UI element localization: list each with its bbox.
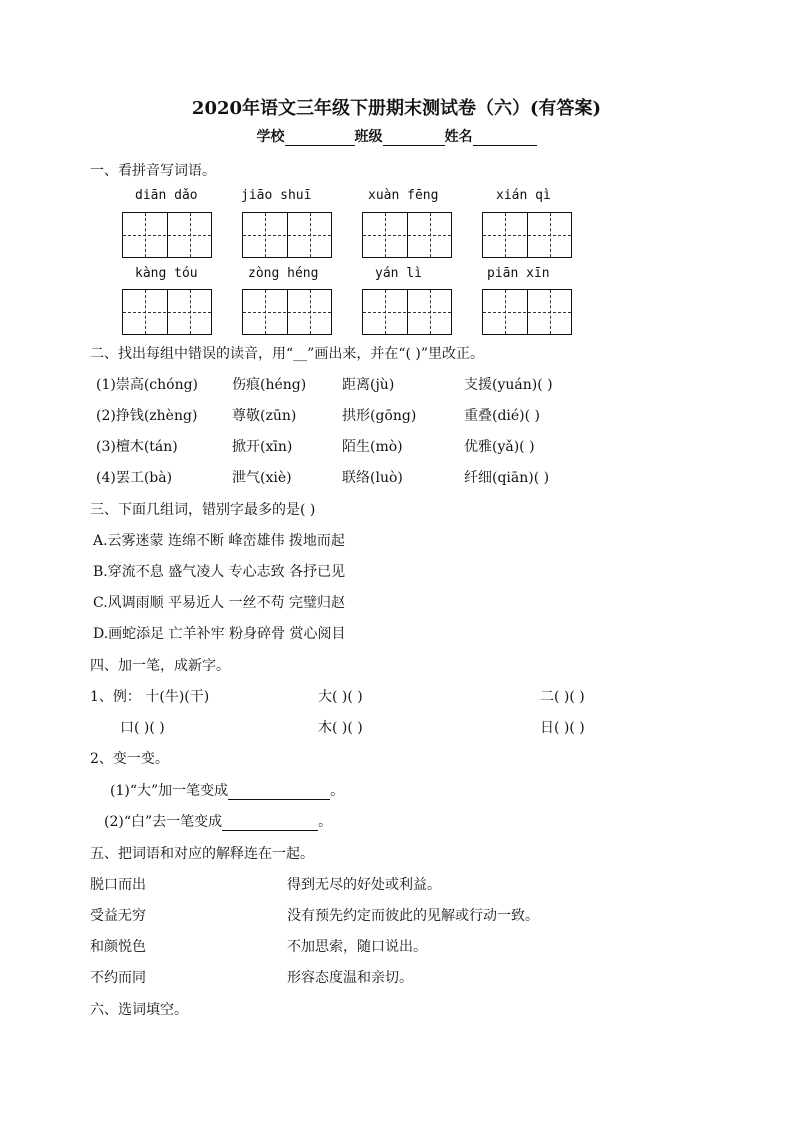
idiom-left[interactable]: 受益无穷 <box>90 908 146 924</box>
tianzige-box[interactable] <box>242 289 332 335</box>
pinyin-label: xuàn fēng <box>368 188 439 203</box>
tianzige-box[interactable] <box>482 289 572 335</box>
school-blank[interactable] <box>285 131 355 146</box>
pronunciation-item: 掀开(xīn) <box>232 439 293 455</box>
period: 。 <box>330 783 345 799</box>
add-stroke-item[interactable]: 口( )( ) <box>120 720 165 736</box>
pinyin-label: xián qì <box>496 188 551 203</box>
section-6-heading: 六、选词填空。 <box>90 1002 188 1018</box>
idiom-left[interactable]: 不约而同 <box>90 970 146 986</box>
period: 。 <box>318 814 333 830</box>
definition-right[interactable]: 得到无尽的好处或利益。 <box>287 877 441 893</box>
option-d[interactable]: D.画蛇添足 亡羊补牢 粉身碎骨 赏心阅目 <box>93 626 346 642</box>
pronunciation-item: 陌生(mò) <box>342 439 403 455</box>
option-a[interactable]: A.云雾迷蒙 连绵不断 峰峦雄伟 拨地而起 <box>93 533 345 549</box>
add-stroke-item[interactable]: 二( )( ) <box>540 689 585 705</box>
pinyin-label: piān xīn <box>487 266 550 281</box>
section-5-heading: 五、把词语和对应的解释连在一起。 <box>90 846 314 862</box>
page-title: 2020年语文三年级下册期末测试卷（六）(有答案) <box>191 98 602 119</box>
section-1-heading: 一、看拼音写词语。 <box>90 163 216 179</box>
pronunciation-item: 伤痕(héng) <box>232 377 307 393</box>
pronunciation-item: 拱形(gōng) <box>342 408 417 424</box>
subsection-heading: 2、变一变。 <box>90 751 169 767</box>
answer-blank[interactable] <box>222 816 318 831</box>
pinyin-label: yán lì <box>375 266 422 281</box>
tianzige-box[interactable] <box>122 212 212 258</box>
add-stroke-item[interactable]: 日( )( ) <box>540 720 585 736</box>
pronunciation-item: 纤细(qiān)( ) <box>464 470 550 486</box>
school-label: 学校 <box>256 129 285 145</box>
pronunciation-item: (1)崇高(chóng) <box>96 377 199 393</box>
pinyin-label: diān dǎo <box>135 188 198 203</box>
pinyin-label: zòng héng <box>248 266 319 281</box>
idiom-left[interactable]: 和颜悦色 <box>90 939 146 955</box>
transform-question-2 <box>104 811 332 831</box>
definition-right[interactable]: 形容态度温和亲切。 <box>287 970 413 986</box>
definition-right[interactable]: 没有预先约定而彼此的见解或行动一致。 <box>287 908 539 924</box>
definition-right[interactable]: 不加思索，随口说出。 <box>287 939 427 955</box>
section-3-heading: 三、下面几组词，错别字最多的是( ) <box>90 502 316 518</box>
pinyin-label: kàng tóu <box>135 266 198 281</box>
tianzige-box[interactable] <box>362 289 452 335</box>
transform-question-1 <box>110 780 344 800</box>
question-text: (1)“大”加一笔变成 <box>110 783 229 799</box>
class-blank[interactable] <box>383 131 445 146</box>
tianzige-box[interactable] <box>482 212 572 258</box>
tianzige-box[interactable] <box>122 289 212 335</box>
tianzige-box[interactable] <box>242 212 332 258</box>
pronunciation-item: 距离(jù) <box>342 377 395 393</box>
pronunciation-item: 尊敬(zūn) <box>232 408 297 424</box>
option-c[interactable]: C.风调雨顺 平易近人 一丝不苟 完璧归赵 <box>93 595 346 611</box>
answer-blank[interactable] <box>228 785 330 800</box>
question-text: (2)“白”去一笔变成 <box>104 814 223 830</box>
section-4-heading: 四、加一笔，成新字。 <box>90 658 230 674</box>
pronunciation-item: 联络(luò) <box>342 470 403 486</box>
pronunciation-item: 优雅(yǎ)( ) <box>464 439 535 455</box>
example-item: 1、例： 十(牛)(干) <box>90 689 210 705</box>
add-stroke-item[interactable]: 大( )( ) <box>318 689 363 705</box>
pronunciation-item: 重叠(dié)( ) <box>464 408 541 424</box>
student-info <box>0 126 793 146</box>
name-blank[interactable] <box>473 131 537 146</box>
pronunciation-item: (3)檀木(tán) <box>96 439 178 455</box>
name-label: 姓名 <box>444 129 473 145</box>
section-2-heading: 二、找出每组中错误的读音，用“__”画出来，并在“( )”里改正。 <box>90 346 485 362</box>
tianzige-box[interactable] <box>362 212 452 258</box>
pinyin-label: jiāo shuī <box>241 188 312 203</box>
add-stroke-item[interactable]: 木( )( ) <box>318 720 363 736</box>
class-label: 班级 <box>354 129 383 145</box>
option-b[interactable]: B.穿流不息 盛气凌人 专心志致 各抒已见 <box>93 564 346 580</box>
pronunciation-item: 支援(yuán)( ) <box>464 377 553 393</box>
pronunciation-item: 泄气(xiè) <box>232 470 292 486</box>
pronunciation-item: (2)挣钱(zhèng) <box>96 408 198 424</box>
idiom-left[interactable]: 脱口而出 <box>90 877 146 893</box>
pronunciation-item: (4)罢工(bà) <box>96 470 173 486</box>
